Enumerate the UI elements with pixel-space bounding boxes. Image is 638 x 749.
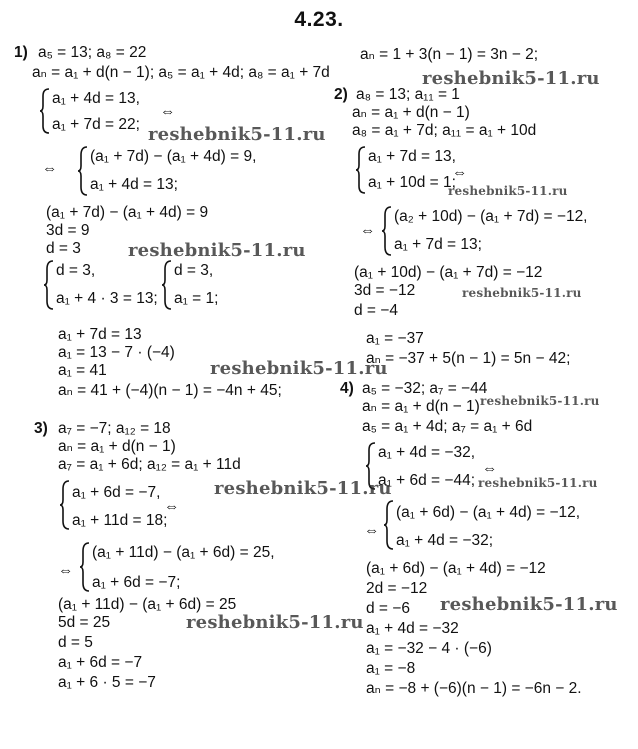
equation-line: a₁ + 10d = 1; — [368, 174, 456, 191]
equation-line: a₁ + 6d = −44; — [378, 472, 476, 489]
system-brace — [384, 500, 394, 550]
equivalence-sign: ⇔ — [42, 160, 58, 177]
equation-line: (a₁ + 11d) − (a₁ + 6d) = 25, — [92, 544, 275, 561]
watermark: reshebnik5-11.ru — [210, 358, 388, 379]
equation-line: (a₁ + 6d) − (a₁ + 4d) = −12 — [366, 560, 546, 577]
equation-line: a₁ = −37 — [366, 330, 424, 347]
equation-line: a₁ + 6d = −7; — [92, 574, 181, 591]
equation-line: a₁ + 4d = −32; — [396, 532, 494, 549]
equation-line: aₙ = −8 + (−6)(n − 1) = −6n − 2. — [366, 680, 582, 697]
system-brace — [356, 146, 366, 194]
equation-line: aₙ = 1 + 3(n − 1) = 3n − 2; — [360, 46, 539, 63]
watermark: reshebnik5-11.ru — [186, 612, 364, 633]
system-brace — [162, 260, 172, 310]
equation-line: a₅ = −32; a₇ = −44 — [362, 380, 488, 397]
equation-line: d = −4 — [354, 302, 398, 319]
equivalence-sign: ⇔ — [360, 222, 376, 239]
equation-line: a₁ + 4d = −32, — [378, 444, 476, 461]
equation-line: (a₂ + 10d) − (a₁ + 7d) = −12, — [394, 208, 588, 225]
equation-line: a₁ = 1; — [174, 290, 219, 307]
system-brace — [78, 146, 88, 196]
system-brace — [80, 542, 90, 592]
equivalence-sign: ⇔ — [452, 164, 468, 181]
equation-line: a₁ + 11d = 18; — [72, 512, 168, 529]
equation-line: a₁ + 7d = 13 — [58, 326, 142, 343]
equation-line: 3d = 9 — [46, 222, 90, 239]
equation-line: a₁ = −32 − 4 · (−6) — [366, 640, 492, 657]
equation-line: 5d = 25 — [58, 614, 111, 631]
equivalence-sign: ⇔ — [160, 103, 176, 120]
watermark: reshebnik5-11.ru — [462, 286, 582, 300]
equation-line: d = 3 — [46, 240, 81, 257]
watermark: reshebnik5-11.ru — [422, 68, 600, 89]
part-label-2: 2) — [334, 86, 348, 103]
watermark: reshebnik5-11.ru — [478, 476, 598, 490]
equation-line: a₁ = 13 − 7 · (−4) — [58, 344, 175, 361]
equation-line: (a₁ + 7d) − (a₁ + 4d) = 9, — [90, 148, 257, 165]
watermark: reshebnik5-11.ru — [480, 394, 600, 408]
equation-line: a₁ + 4d = 13; — [90, 176, 178, 193]
equation-line: a₁ = −8 — [366, 660, 416, 677]
equation-line: (a₁ + 7d) − (a₁ + 4d) = 9 — [46, 204, 209, 221]
watermark: reshebnik5-11.ru — [148, 124, 326, 145]
equivalence-sign: ⇔ — [58, 562, 74, 579]
equation-line: a₁ + 6d = −7 — [58, 654, 143, 671]
equation-line: a₁ + 6d = −7, — [72, 484, 161, 501]
equation-line: a₁ + 4d = 13, — [52, 90, 140, 107]
equation-line: d = 5 — [58, 634, 93, 651]
equation-line: a₈ = 13; a₁₁ = 1 — [356, 86, 460, 103]
equation-line: a₁ + 4 · 3 = 13; — [56, 290, 158, 307]
equation-line: (a₁ + 6d) − (a₁ + 4d) = −12, — [396, 504, 581, 521]
equation-line: a₈ = a₁ + 7d; a₁₁ = a₁ + 10d — [352, 122, 537, 139]
equivalence-sign: ⇔ — [164, 498, 180, 515]
equation-line: (a₁ + 11d) − (a₁ + 6d) = 25 — [58, 596, 237, 613]
equation-line: 3d = −12 — [354, 282, 416, 299]
equivalence-sign: ⇔ — [482, 460, 498, 477]
equation-line: a₁ + 6 · 5 = −7 — [58, 674, 156, 691]
equation-line: aₙ = a₁ + d(n − 1); a₅ = a₁ + 4d; a₈ = a₁ + 7d — [32, 64, 330, 81]
part-label-3: 3) — [34, 420, 48, 437]
watermark: reshebnik5-11.ru — [214, 478, 392, 499]
equivalence-sign: ⇔ — [364, 522, 380, 539]
equation-line: aₙ = a₁ + d(n − 1) — [362, 398, 480, 415]
equation-line: aₙ = 41 + (−4)(n − 1) = −4n + 45; — [58, 382, 282, 399]
watermark: reshebnik5-11.ru — [440, 594, 618, 615]
system-brace — [40, 88, 50, 134]
part-label-4: 4) — [340, 380, 354, 397]
equation-line: a₅ = a₁ + 4d; a₇ = a₁ + 6d — [362, 418, 533, 435]
equation-line: aₙ = a₁ + d(n − 1) — [352, 104, 470, 121]
equation-line: a₁ + 7d = 22; — [52, 116, 140, 133]
system-brace — [382, 206, 392, 256]
equation-line: a₁ + 7d = 13; — [394, 236, 482, 253]
equation-line: a₇ = −7; a₁₂ = 18 — [58, 420, 171, 437]
equation-line: 2d = −12 — [366, 580, 428, 597]
equation-line: aₙ = a₁ + d(n − 1) — [58, 438, 176, 455]
system-brace — [44, 260, 54, 310]
watermark: reshebnik5-11.ru — [448, 184, 568, 198]
equation-line: a₇ = a₁ + 6d; a₁₂ = a₁ + 11d — [58, 456, 241, 473]
equation-line: d = −6 — [366, 600, 410, 617]
equation-line: a₁ + 4d = −32 — [366, 620, 459, 637]
equation-line: a₁ = 41 — [58, 362, 107, 379]
part-label-1: 1) — [14, 44, 28, 61]
system-brace — [60, 480, 70, 530]
equation-line: a₁ + 7d = 13, — [368, 148, 456, 165]
equation-line: aₙ = −37 + 5(n − 1) = 5n − 42; — [366, 350, 571, 367]
equation-line: d = 3, — [174, 262, 214, 279]
watermark: reshebnik5-11.ru — [128, 240, 306, 261]
equation-line: (a₁ + 10d) − (a₁ + 7d) = −12 — [354, 264, 543, 281]
equation-line: d = 3, — [56, 262, 96, 279]
equation-line: a₅ = 13; a₈ = 22 — [38, 44, 147, 61]
problem-number: 4.23. — [294, 8, 344, 31]
